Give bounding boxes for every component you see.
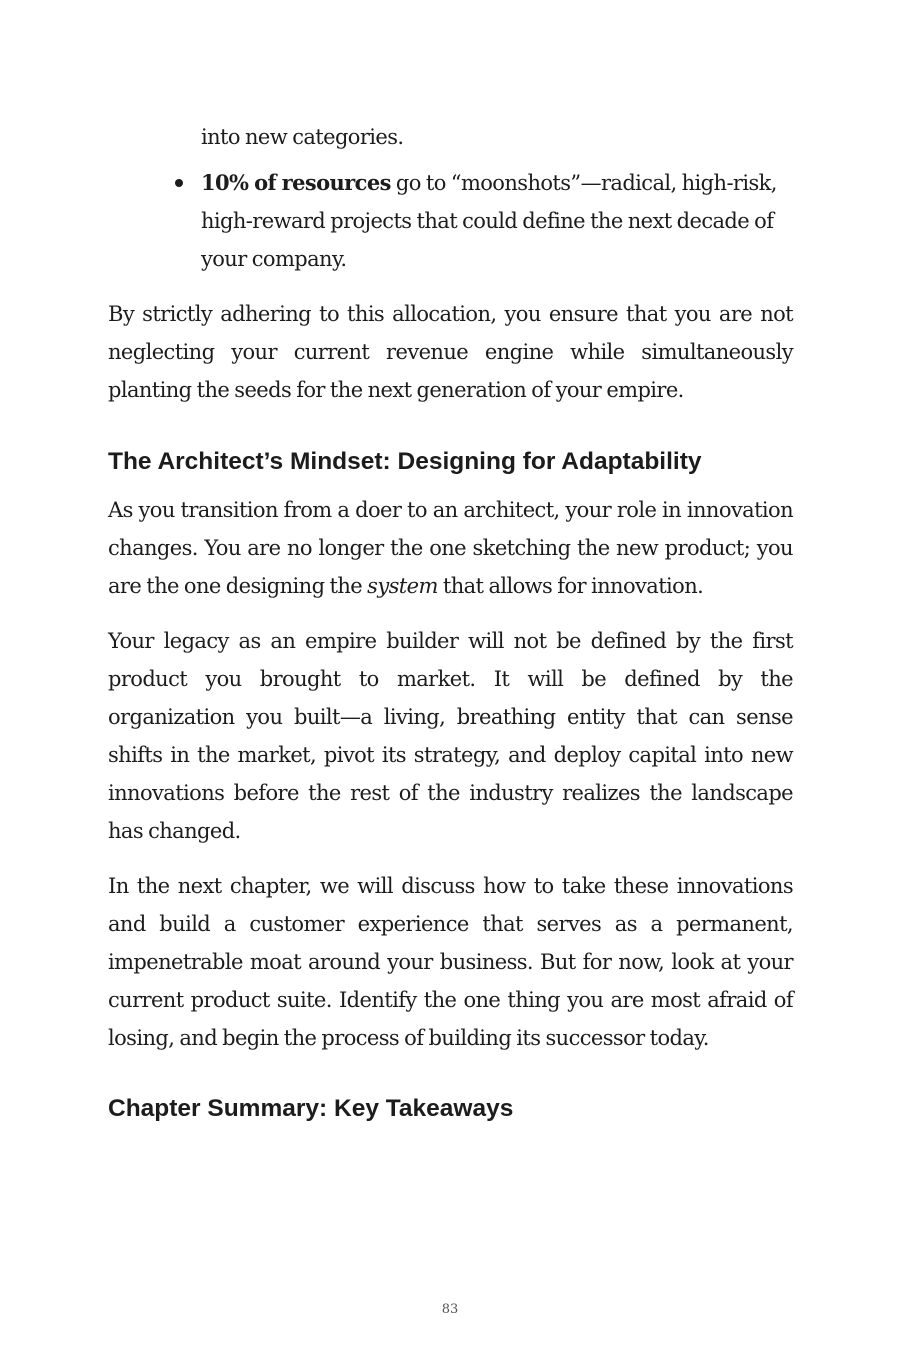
paragraph-allocation: By strictly adhering to this allocation, you ensure that you are not neglecting your current revenue engine while simultaneously planting the seeds for the next generation of your empire. (108, 302, 793, 402)
bullet-bold-lead: 10% of resources (201, 170, 391, 195)
paragraph-architect-2: Your legacy as an empire builder will not be defined by the first product you brought to market. It will be defined by the organization you built—a living, breathing entity that can sense shifts in the market, pivot its strategy, and deploy capital into new innovations before the rest of the industry realizes the landscape has changed. (108, 629, 793, 843)
bullet-list (108, 164, 793, 278)
paragraph-architect-3: In the next chapter, we will discuss how to take these innovations and build a customer experience that serves as a permanent, impenetrable moat around your business. But for now, look at your current product suite. Identify the one thing you are most afraid of losing, and begin the process of building its successor today. (108, 874, 793, 1050)
paragraph-architect-1-after: that allows for innovation. (437, 574, 704, 598)
paragraph-architect-1-before: As you transition from a doer to an architect, your role in innovation changes. You are no longer the one sketching the new product; you are the one designing the (108, 498, 793, 598)
emphasis-system: system (367, 574, 438, 598)
page-content (108, 118, 793, 1124)
bullet-continuation: into new categories. (201, 125, 404, 149)
bullet-text: go to “moonshots”—radical, high-risk, high-reward projects that could define the next decade of your company. (201, 171, 777, 271)
bullet-item-moonshots (201, 164, 781, 278)
page-number: 83 (441, 1302, 459, 1317)
section-heading-architect: The Architect’s Mindset: Designing for Adaptability (108, 448, 702, 475)
paragraph-architect-1 (108, 491, 793, 605)
bullet-dot-icon (175, 179, 183, 187)
section-heading-summary: Chapter Summary: Key Takeaways (108, 1095, 514, 1122)
